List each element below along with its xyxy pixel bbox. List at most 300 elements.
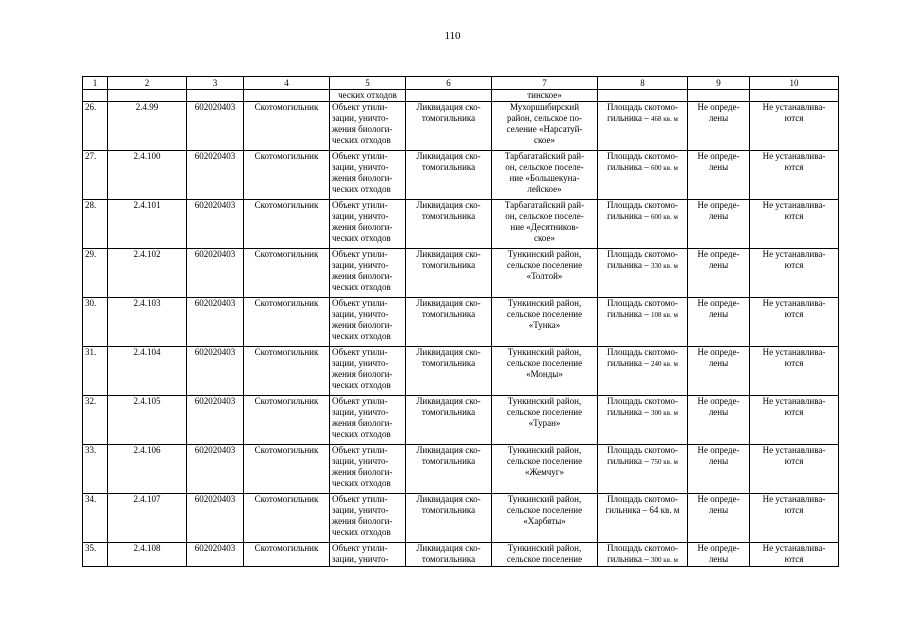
- cell-line: Ликвидация ско-: [416, 396, 481, 406]
- cell-line: он, сельское поселе-: [505, 211, 584, 221]
- action-cell: [406, 347, 492, 396]
- zone-cell: [688, 200, 750, 249]
- limits-cell: [750, 494, 839, 543]
- purpose-cell: [330, 102, 406, 151]
- parameter-cell: [598, 298, 688, 347]
- purpose-cell: [330, 347, 406, 396]
- cell-line: Не опреде-: [697, 494, 740, 504]
- cell-line: томогильника: [421, 260, 476, 270]
- object-code-cell: 2.4.99: [108, 102, 187, 151]
- cell-line: ское»: [533, 233, 555, 243]
- header-cell: 4: [244, 77, 330, 90]
- area-value: 600 кв. м: [651, 164, 678, 172]
- table-cell: [187, 90, 244, 102]
- row-number-cell: 27.: [83, 151, 108, 200]
- cell-line: сельское поселение: [506, 505, 583, 515]
- cell-line: Ликвидация ско-: [416, 298, 481, 308]
- cell-line: Не опреде-: [697, 151, 740, 161]
- cell-line: Ликвидация ско-: [416, 249, 481, 259]
- cell-line: зации, уничто-: [332, 211, 389, 221]
- zone-cell: [688, 151, 750, 200]
- object-type-cell: Скотомогильник: [244, 102, 330, 151]
- cell-line: «Тунка»: [528, 320, 561, 330]
- zone-cell: [688, 249, 750, 298]
- cell-line: лены: [708, 162, 729, 172]
- cell-line: ческих отходов: [332, 282, 391, 292]
- cell-line: ческих отходов: [332, 478, 391, 488]
- object-code-cell: 2.4.101: [108, 200, 187, 249]
- table-row: [83, 543, 839, 567]
- cell-line: лейское»: [527, 184, 562, 194]
- table-cell: [83, 90, 108, 102]
- header-cell: 3: [187, 77, 244, 90]
- cell-line: ние «Десятников-: [510, 222, 579, 232]
- object-code-cell: 2.4.107: [108, 494, 187, 543]
- object-type-cell: Скотомогильник: [244, 445, 330, 494]
- cell-line: он, сельское поселе-: [505, 162, 584, 172]
- area-value: 330 кв. м: [651, 262, 678, 270]
- action-cell: [406, 151, 492, 200]
- cell-line: Площадь скотомо-: [607, 151, 678, 161]
- cell-line: лены: [708, 505, 729, 515]
- row-number-cell: 29.: [83, 249, 108, 298]
- limits-cell: [750, 249, 839, 298]
- waste-objects-table: [82, 76, 839, 567]
- table-row: [83, 200, 839, 249]
- cell-line: Тункинский район,: [507, 543, 582, 553]
- cell-line: Площадь скотомо-: [607, 200, 678, 210]
- object-code-cell: 2.4.102: [108, 249, 187, 298]
- header-cell: 9: [688, 77, 750, 90]
- cell-line: зации, уничто-: [332, 358, 389, 368]
- cell-line: Объект утили-: [332, 200, 388, 210]
- cell-line: [600, 358, 685, 370]
- cell-line: Площадь скотомо-: [607, 249, 678, 259]
- cell-line: «Толтой»: [526, 271, 563, 281]
- cell-line: Ликвидация ско-: [416, 543, 481, 553]
- classifier-code-cell: 602020403: [187, 249, 244, 298]
- area-value: 600 кв. м: [651, 213, 678, 221]
- cell-line: зации, уничто-: [332, 162, 389, 172]
- cell-line: Объект утили-: [332, 102, 388, 112]
- purpose-cell: [330, 151, 406, 200]
- cell-line: ческих отходов: [332, 429, 391, 439]
- purpose-cell: [330, 543, 406, 567]
- cell-line: Тункинский район,: [507, 347, 582, 357]
- cell-line: Не опреде-: [697, 543, 740, 553]
- cell-line: жения биологи-: [332, 271, 393, 281]
- area-prefix: гильника –: [607, 358, 652, 368]
- row-number-cell: 33.: [83, 445, 108, 494]
- area-value: 240 кв. м: [651, 360, 678, 368]
- cell-line: Объект утили-: [332, 249, 388, 259]
- cell-line: [600, 113, 685, 125]
- header-cell: 2: [108, 77, 187, 90]
- cell-line: Объект утили-: [332, 298, 388, 308]
- classifier-code-cell: 602020403: [187, 543, 244, 567]
- purpose-cell: ческих отходов: [330, 90, 406, 102]
- page-number: 110: [444, 30, 461, 42]
- classifier-code-cell: 602020403: [187, 200, 244, 249]
- object-code-cell: 2.4.100: [108, 151, 187, 200]
- cell-line: Тункинский район,: [507, 298, 582, 308]
- cell-line: жения биологи-: [332, 369, 393, 379]
- parameter-cell: [598, 543, 688, 567]
- header-cell: 5: [330, 77, 406, 90]
- cell-line: Ликвидация ско-: [416, 347, 481, 357]
- object-type-cell: Скотомогильник: [244, 347, 330, 396]
- object-type-cell: Скотомогильник: [244, 396, 330, 445]
- action-cell: [406, 200, 492, 249]
- cell-line: Площадь скотомо-: [607, 494, 678, 504]
- action-cell: [406, 543, 492, 567]
- location-cell: [492, 249, 598, 298]
- cell-line: Не устанавлива-: [762, 347, 826, 357]
- classifier-code-cell: 602020403: [187, 494, 244, 543]
- cell-line: Ликвидация ско-: [416, 445, 481, 455]
- area-value: 468 кв. м: [651, 115, 678, 123]
- cell-line: сельское поселение: [506, 309, 583, 319]
- cell-line: лены: [708, 407, 729, 417]
- classifier-code-cell: 602020403: [187, 151, 244, 200]
- cell-line: ются: [784, 309, 804, 319]
- cell-line: [600, 162, 685, 174]
- action-cell: [406, 102, 492, 151]
- cell-line: сельское поселение: [506, 554, 583, 564]
- header-cell: 10: [750, 77, 839, 90]
- cell-line: Объект утили-: [332, 396, 388, 406]
- location-cell: тинское»: [492, 90, 598, 102]
- limits-cell: [750, 200, 839, 249]
- cell-line: Площадь скотомо-: [607, 298, 678, 308]
- area-prefix: гильника –: [607, 260, 652, 270]
- cell-line: Тункинский район,: [507, 494, 582, 504]
- cell-line: [600, 456, 685, 468]
- cell-line: Ликвидация ско-: [416, 200, 481, 210]
- cell-line: ются: [784, 505, 804, 515]
- cell-line: Объект утили-: [332, 445, 388, 455]
- cell-line: Объект утили-: [332, 151, 388, 161]
- document-table-wrap: [82, 76, 838, 567]
- purpose-cell: [330, 298, 406, 347]
- table-cell: [750, 90, 839, 102]
- object-code-cell: 2.4.104: [108, 347, 187, 396]
- object-code-cell: 2.4.106: [108, 445, 187, 494]
- cell-line: Не устанавлива-: [762, 494, 826, 504]
- action-cell: [406, 298, 492, 347]
- zone-cell: [688, 396, 750, 445]
- table-row: [83, 347, 839, 396]
- cell-line: ческих отходов: [332, 135, 391, 145]
- cell-line: Площадь скотомо-: [607, 445, 678, 455]
- area-value: 750 кв. м: [651, 458, 678, 466]
- cell-line: «Жемчуг»: [524, 467, 564, 477]
- cell-line: ются: [784, 260, 804, 270]
- zone-cell: [688, 543, 750, 567]
- cell-line: томогильника: [421, 358, 476, 368]
- cell-line: ются: [784, 162, 804, 172]
- cell-line: сельское поселение: [506, 456, 583, 466]
- area-value: 300 кв. м: [651, 409, 678, 417]
- limits-cell: [750, 298, 839, 347]
- cell-line: томогильника: [421, 211, 476, 221]
- cell-line: ются: [784, 211, 804, 221]
- table-row: [83, 445, 839, 494]
- row-number-cell: 35.: [83, 543, 108, 567]
- cell-line: ются: [784, 358, 804, 368]
- object-type-cell: Скотомогильник: [244, 494, 330, 543]
- cell-line: Не устанавлива-: [762, 396, 826, 406]
- table-row: [83, 102, 839, 151]
- area-value: 108 кв. м: [651, 311, 678, 319]
- cell-line: зации, уничто-: [332, 309, 389, 319]
- cell-line: томогильника: [421, 554, 476, 564]
- zone-cell: [688, 494, 750, 543]
- cell-line: «Туран»: [528, 418, 561, 428]
- parameter-cell: [598, 396, 688, 445]
- object-code-cell: 2.4.105: [108, 396, 187, 445]
- parameter-cell: [598, 494, 688, 543]
- cell-line: ются: [784, 113, 804, 123]
- area-prefix: гильника –: [607, 309, 652, 319]
- cell-line: жения биологи-: [332, 320, 393, 330]
- classifier-code-cell: 602020403: [187, 298, 244, 347]
- table-row: [83, 298, 839, 347]
- row-number-cell: 30.: [83, 298, 108, 347]
- cell-line: Объект утили-: [332, 494, 388, 504]
- action-cell: [406, 494, 492, 543]
- header-cell: 7: [492, 77, 598, 90]
- cell-line: Мухоршибирский: [509, 102, 580, 112]
- location-cell: [492, 151, 598, 200]
- cell-line: селение «Нарсатуй-: [506, 124, 583, 134]
- limits-cell: [750, 347, 839, 396]
- cell-line: жения биологи-: [332, 516, 393, 526]
- classifier-code-cell: 602020403: [187, 347, 244, 396]
- cell-line: [600, 309, 685, 321]
- row-number-cell: 26.: [83, 102, 108, 151]
- action-cell: [406, 396, 492, 445]
- object-type-cell: Скотомогильник: [244, 543, 330, 567]
- header-cell: 8: [598, 77, 688, 90]
- cell-line: ческих отходов: [332, 233, 391, 243]
- cell-line: Объект утили-: [332, 543, 388, 553]
- cell-line: зации, уничто-: [332, 554, 389, 564]
- cell-line: Не устанавлива-: [762, 200, 826, 210]
- cell-line: Не опреде-: [697, 102, 740, 112]
- cell-line: ются: [784, 456, 804, 466]
- classifier-code-cell: 602020403: [187, 102, 244, 151]
- cell-line: зации, уничто-: [332, 505, 389, 515]
- parameter-cell: [598, 151, 688, 200]
- cell-line: ние «Большекуна-: [509, 173, 580, 183]
- area-prefix: гильника –: [607, 113, 652, 123]
- area-prefix: гильника –: [607, 211, 652, 221]
- purpose-cell: [330, 200, 406, 249]
- zone-cell: [688, 347, 750, 396]
- cell-line: зации, уничто-: [332, 456, 389, 466]
- cell-line: лены: [708, 358, 729, 368]
- cell-line: жения биологи-: [332, 418, 393, 428]
- cell-line: жения биологи-: [332, 467, 393, 477]
- cell-line: лены: [708, 554, 729, 564]
- cell-line: Не опреде-: [697, 249, 740, 259]
- cell-line: лены: [708, 309, 729, 319]
- classifier-code-cell: 602020403: [187, 396, 244, 445]
- parameter-cell: [598, 445, 688, 494]
- cell-line: ются: [784, 554, 804, 564]
- purpose-cell: [330, 445, 406, 494]
- area-prefix: гильника –: [607, 456, 652, 466]
- cell-line: Не опреде-: [697, 298, 740, 308]
- object-type-cell: Скотомогильник: [244, 200, 330, 249]
- table-cell: [108, 90, 187, 102]
- area-prefix: гильника – 64 кв. м: [605, 505, 680, 515]
- object-code-cell: 2.4.103: [108, 298, 187, 347]
- cell-line: Не устанавлива-: [762, 151, 826, 161]
- object-type-cell: Скотомогильник: [244, 249, 330, 298]
- cell-line: лены: [708, 113, 729, 123]
- parameter-cell: [598, 249, 688, 298]
- cell-line: сельское поселение: [506, 358, 583, 368]
- cell-line: Не устанавлива-: [762, 543, 826, 553]
- cell-line: Ликвидация ско-: [416, 151, 481, 161]
- object-type-cell: Скотомогильник: [244, 151, 330, 200]
- cell-line: зации, уничто-: [332, 260, 389, 270]
- cell-line: зации, уничто-: [332, 113, 389, 123]
- cell-line: Объект утили-: [332, 347, 388, 357]
- cell-line: лены: [708, 456, 729, 466]
- area-value: 300 кв. м: [651, 556, 678, 564]
- table-body: [83, 77, 839, 567]
- cell-line: томогильника: [421, 113, 476, 123]
- cell-line: жения биологи-: [332, 222, 393, 232]
- cell-line: лены: [708, 260, 729, 270]
- cell-line: томогильника: [421, 162, 476, 172]
- limits-cell: [750, 151, 839, 200]
- cell-line: Ликвидация ско-: [416, 102, 481, 112]
- cell-line: Не опреде-: [697, 445, 740, 455]
- cell-line: томогильника: [421, 407, 476, 417]
- cell-line: Площадь скотомо-: [607, 396, 678, 406]
- area-prefix: гильника –: [607, 407, 652, 417]
- area-prefix: гильника –: [607, 162, 652, 172]
- cell-line: Тункинский район,: [507, 445, 582, 455]
- cell-line: лены: [708, 211, 729, 221]
- cell-line: жения биологи-: [332, 124, 393, 134]
- header-row: [83, 77, 839, 90]
- table-row: [83, 249, 839, 298]
- cell-line: Не опреде-: [697, 200, 740, 210]
- header-cell: 6: [406, 77, 492, 90]
- cell-line: ются: [784, 407, 804, 417]
- location-cell: [492, 543, 598, 567]
- purpose-cell: [330, 249, 406, 298]
- table-cell: [688, 90, 750, 102]
- zone-cell: [688, 298, 750, 347]
- cell-line: ческих отходов: [332, 527, 391, 537]
- location-cell: [492, 200, 598, 249]
- cell-line: «Харбяты»: [523, 516, 566, 526]
- cell-line: ческих отходов: [332, 380, 391, 390]
- location-cell: [492, 445, 598, 494]
- action-cell: [406, 249, 492, 298]
- cell-line: район, сельское по-: [507, 113, 582, 123]
- cell-line: ское»: [533, 135, 555, 145]
- header-cell: 1: [83, 77, 108, 90]
- cell-line: Не опреде-: [697, 396, 740, 406]
- continuation-row: [83, 90, 839, 102]
- area-prefix: гильника –: [607, 554, 652, 564]
- cell-line: «Монды»: [526, 369, 563, 379]
- cell-line: жения биологи-: [332, 173, 393, 183]
- cell-line: Площадь скотомо-: [607, 347, 678, 357]
- table-row: [83, 396, 839, 445]
- table-cell: [406, 90, 492, 102]
- cell-line: Не устанавлива-: [762, 445, 826, 455]
- cell-line: Не устанавлива-: [762, 102, 826, 112]
- purpose-cell: [330, 494, 406, 543]
- cell-line: Площадь скотомо-: [607, 543, 678, 553]
- cell-line: Площадь скотомо-: [607, 102, 678, 112]
- parameter-cell: [598, 200, 688, 249]
- cell-line: зации, уничто-: [332, 407, 389, 417]
- cell-line: Не устанавлива-: [762, 249, 826, 259]
- cell-line: сельское поселение: [506, 260, 583, 270]
- cell-line: томогильника: [421, 505, 476, 515]
- cell-line: Не опреде-: [697, 347, 740, 357]
- parameter-cell: [598, 102, 688, 151]
- zone-cell: [688, 102, 750, 151]
- cell-line: Тункинский район,: [507, 249, 582, 259]
- classifier-code-cell: 602020403: [187, 445, 244, 494]
- table-cell: [598, 90, 688, 102]
- table-cell: [244, 90, 330, 102]
- cell-line: Не устанавлива-: [762, 298, 826, 308]
- location-cell: [492, 347, 598, 396]
- limits-cell: [750, 102, 839, 151]
- location-cell: [492, 396, 598, 445]
- action-cell: [406, 445, 492, 494]
- parameter-cell: [598, 347, 688, 396]
- cell-line: [600, 211, 685, 223]
- cell-line: Тарбагатайский рай-: [504, 151, 585, 161]
- location-cell: [492, 494, 598, 543]
- location-cell: [492, 102, 598, 151]
- object-type-cell: Скотомогильник: [244, 298, 330, 347]
- cell-line: томогильника: [421, 309, 476, 319]
- row-number-cell: 34.: [83, 494, 108, 543]
- cell-line: [600, 505, 685, 517]
- cell-line: [600, 407, 685, 419]
- row-number-cell: 31.: [83, 347, 108, 396]
- object-code-cell: 2.4.108: [108, 543, 187, 567]
- cell-line: ческих отходов: [332, 331, 391, 341]
- cell-line: Ликвидация ско-: [416, 494, 481, 504]
- cell-line: Тарбагатайский рай-: [504, 200, 585, 210]
- cell-line: Тункинский район,: [507, 396, 582, 406]
- cell-line: ческих отходов: [332, 184, 391, 194]
- table-row: [83, 151, 839, 200]
- limits-cell: [750, 396, 839, 445]
- cell-line: томогильника: [421, 456, 476, 466]
- purpose-cell: [330, 396, 406, 445]
- cell-line: сельское поселение: [506, 407, 583, 417]
- zone-cell: [688, 445, 750, 494]
- cell-line: [600, 260, 685, 272]
- row-number-cell: 32.: [83, 396, 108, 445]
- location-cell: [492, 298, 598, 347]
